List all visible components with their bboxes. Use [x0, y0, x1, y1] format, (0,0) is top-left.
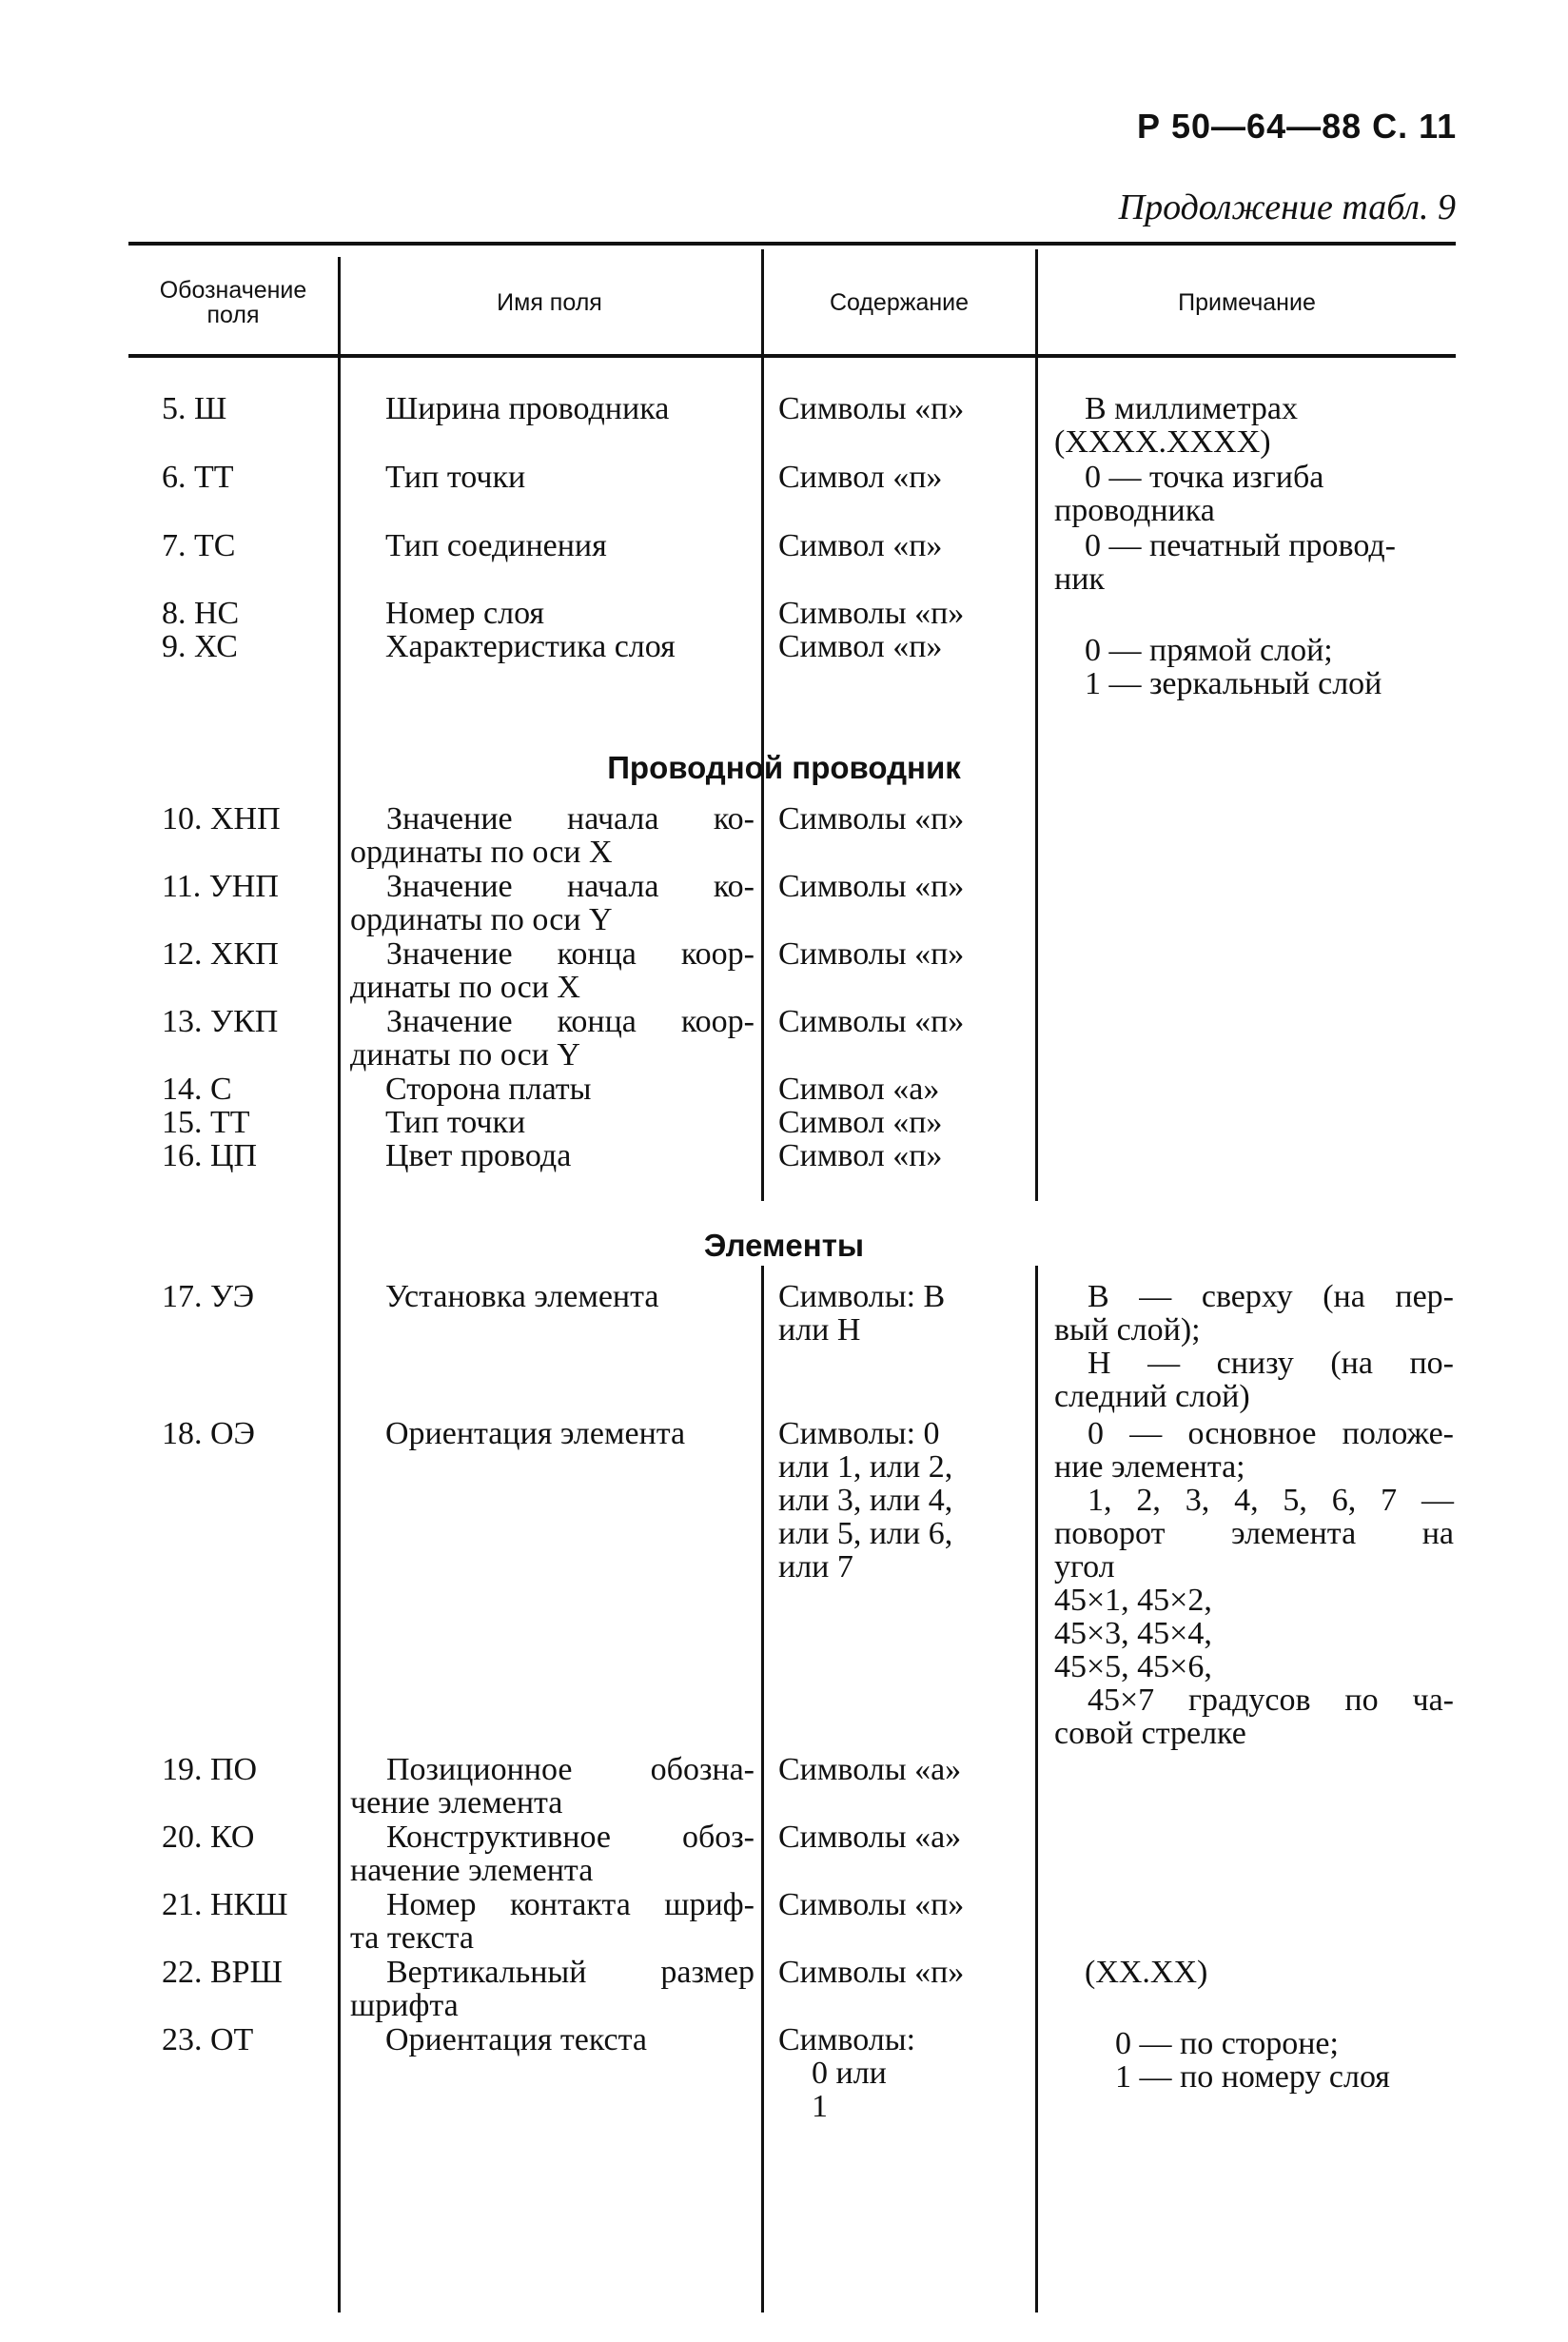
row-9-number: 9. ХС — [162, 629, 238, 664]
row-16-content: Символ «п» — [778, 1138, 943, 1173]
row-23-content-line-3: 1 — [812, 2089, 828, 2124]
row-18-note-line-10: совой стрелке — [1054, 1716, 1246, 1751]
row-20-name-line-2: начение элемента — [350, 1853, 594, 1888]
row-12-name-line-2: динаты по оси Х — [350, 970, 580, 1005]
row-19-number: 19. ПО — [162, 1752, 258, 1787]
row-22-name-line-1: Вертикальный размер — [386, 1955, 755, 1990]
row-18-note-line-4: поворот элемента на — [1054, 1516, 1454, 1551]
row-23-name: Ориентация текста — [385, 2022, 648, 2057]
table-continuation-label: Продолжение табл. 9 — [1118, 187, 1456, 227]
column-divider-2b — [761, 1266, 764, 2312]
row-17-content-line-2: или Н — [778, 1312, 861, 1348]
row-12-name — [350, 937, 755, 1004]
row-23-content-line-1: Символы: — [778, 2022, 916, 2057]
row-20-content: Символы «а» — [778, 1820, 962, 1855]
row-17-note-line-3: Н — снизу (на по- — [1088, 1346, 1454, 1381]
row-16-name: Цвет провода — [385, 1138, 572, 1173]
row-12-content: Символы «п» — [778, 936, 965, 972]
row-18-content-line-3: или 3, или 4, — [778, 1483, 953, 1518]
row-7-name: Тип соединения — [385, 528, 607, 563]
row-13-name — [350, 1005, 755, 1072]
row-23-note-line-2: 1 — по номеру слоя — [1115, 2059, 1390, 2095]
row-22-name-line-2: шрифта — [350, 1988, 459, 2023]
row-18-name: Ориентация элемента — [385, 1416, 686, 1451]
row-18-content-line-4: или 5, или 6, — [778, 1516, 953, 1551]
row-21-number: 21. НКШ — [162, 1887, 288, 1922]
row-15-content: Символ «п» — [778, 1105, 943, 1140]
row-23-content — [778, 2023, 1028, 2123]
row-15-name: Тип точки — [385, 1105, 526, 1140]
row-7-note-line-1: 0 — печатный провод- — [1085, 528, 1397, 563]
column-divider-1 — [338, 257, 341, 2312]
row-7-content: Символ «п» — [778, 528, 943, 563]
row-14-content: Символ «а» — [778, 1072, 940, 1107]
row-18-content-line-5: или 7 — [778, 1549, 853, 1584]
row-17-note-line-1: В — сверху (на пер- — [1088, 1279, 1454, 1314]
row-18-note-line-9: 45×7 градусов по ча- — [1088, 1683, 1454, 1718]
row-11-name — [350, 870, 755, 936]
row-18-note-line-5: угол — [1054, 1549, 1115, 1584]
row-6-note-line-2: проводника — [1054, 493, 1215, 528]
row-18-content-line-2: или 1, или 2, — [778, 1449, 953, 1485]
column-divider-3 — [1035, 249, 1038, 1201]
row-22-name — [350, 1956, 755, 2022]
row-19-name — [350, 1753, 755, 1820]
page-header-code: Р 50—64—88 С. 11 — [1137, 107, 1458, 146]
row-21-name-line-2: та текста — [350, 1920, 474, 1956]
row-10-number: 10. ХНП — [162, 801, 281, 836]
column-header-field-name: Имя поля — [497, 288, 602, 316]
row-5-number: 5. Ш — [162, 391, 227, 426]
row-11-number: 11. УНП — [162, 869, 279, 904]
row-23-content-line-2: 0 или — [812, 2056, 887, 2091]
row-11-name-line-1: Значение начала ко- — [386, 869, 755, 904]
row-17-content-line-1: Символы: В — [778, 1279, 946, 1314]
row-18-note — [1054, 1417, 1454, 1750]
row-18-note-line-6: 45×1, 45×2, — [1054, 1583, 1212, 1618]
row-18-note-line-3: 1, 2, 3, 4, 5, 6, 7 — — [1088, 1483, 1454, 1518]
column-header-note: Примечание — [1178, 288, 1316, 316]
row-21-name-line-1: Номер контакта шриф- — [386, 1887, 755, 1922]
row-22-number: 22. ВРШ — [162, 1955, 283, 1990]
column-header-designation: Обозначение поля — [159, 276, 307, 328]
row-6-number: 6. ТТ — [162, 460, 234, 495]
row-14-name: Сторона платы — [385, 1072, 592, 1107]
row-6-content: Символ «п» — [778, 460, 943, 495]
row-10-name — [350, 802, 755, 869]
row-21-content: Символы «п» — [778, 1887, 965, 1922]
row-10-content: Символы «п» — [778, 801, 965, 836]
row-18-number: 18. ОЭ — [162, 1416, 255, 1451]
table-header-rule — [128, 354, 1456, 358]
row-6-name: Тип точки — [385, 460, 526, 495]
row-20-name — [350, 1820, 755, 1887]
row-20-name-line-1: Конструктивное обоз- — [386, 1820, 755, 1855]
row-9-content: Символ «п» — [778, 629, 943, 664]
row-23-note-line-1: 0 — по стороне; — [1115, 2026, 1339, 2061]
row-22-content: Символы «п» — [778, 1955, 965, 1990]
row-11-content: Символы «п» — [778, 869, 965, 904]
row-5-content: Символы «п» — [778, 391, 965, 426]
row-11-name-line-2: ординаты по оси Y — [350, 902, 613, 937]
row-13-content: Символы «п» — [778, 1004, 965, 1039]
column-divider-3b — [1035, 1266, 1038, 2312]
row-5-note-line-1: В миллиметрах — [1085, 391, 1298, 426]
row-17-note-line-4: следний слой) — [1054, 1379, 1250, 1414]
row-13-name-line-1: Значение конца коор- — [386, 1004, 755, 1039]
row-12-name-line-1: Значение конца коор- — [386, 936, 755, 972]
row-13-number: 13. УКП — [162, 1004, 279, 1039]
row-8-number: 8. НС — [162, 596, 240, 631]
section-title-wire: Проводной проводник — [607, 750, 961, 785]
row-10-name-line-2: ординаты по оси Х — [350, 835, 613, 870]
row-5-name: Ширина проводника — [385, 391, 670, 426]
row-16-number: 16. ЦП — [162, 1138, 258, 1173]
column-divider-2 — [761, 249, 764, 1201]
row-19-content: Символы «а» — [778, 1752, 962, 1787]
row-17-note-line-2: вый слой); — [1054, 1312, 1201, 1348]
row-9-name: Характеристика слоя — [385, 629, 676, 664]
row-22-note: (ХХ.ХХ) — [1085, 1955, 1208, 1990]
row-18-note-line-2: ние элемента; — [1054, 1449, 1245, 1485]
row-18-note-line-1: 0 — основное положе- — [1088, 1416, 1454, 1451]
row-18-content-line-1: Символы: 0 — [778, 1416, 940, 1451]
row-18-content — [778, 1417, 1028, 1584]
row-8-name: Номер слоя — [385, 596, 545, 631]
row-6-note-line-1: 0 — точка изгиба — [1085, 460, 1324, 495]
row-21-name — [350, 1888, 755, 1955]
row-14-number: 14. С — [162, 1072, 232, 1107]
row-9-note-line-2: 1 — зеркальный слой — [1085, 666, 1382, 701]
row-17-note — [1054, 1280, 1454, 1413]
row-17-number: 17. УЭ — [162, 1279, 255, 1314]
row-13-name-line-2: динаты по оси Y — [350, 1037, 580, 1073]
row-17-content — [778, 1280, 1028, 1347]
row-5-note-line-2: (ХХХХ.ХХХХ) — [1054, 424, 1271, 460]
row-7-note-line-2: ник — [1054, 561, 1105, 597]
row-10-name-line-1: Значение начала ко- — [386, 801, 755, 836]
row-7-number: 7. ТС — [162, 528, 236, 563]
table-top-rule — [128, 242, 1456, 246]
column-header-content: Содержание — [829, 288, 970, 316]
row-18-note-line-7: 45×3, 45×4, — [1054, 1616, 1212, 1651]
row-9-note-line-1: 0 — прямой слой; — [1085, 633, 1333, 668]
row-19-name-line-1: Позиционное обозна- — [386, 1752, 755, 1787]
row-19-name-line-2: чение элемента — [350, 1785, 563, 1820]
row-8-content: Символы «п» — [778, 596, 965, 631]
row-17-name: Установка элемента — [385, 1279, 659, 1314]
row-15-number: 15. ТТ — [162, 1105, 250, 1140]
row-18-note-line-8: 45×5, 45×6, — [1054, 1649, 1212, 1684]
row-20-number: 20. КО — [162, 1820, 255, 1855]
row-12-number: 12. ХКП — [162, 936, 279, 972]
row-23-number: 23. ОТ — [162, 2022, 254, 2057]
section-title-elements: Элементы — [703, 1228, 865, 1263]
